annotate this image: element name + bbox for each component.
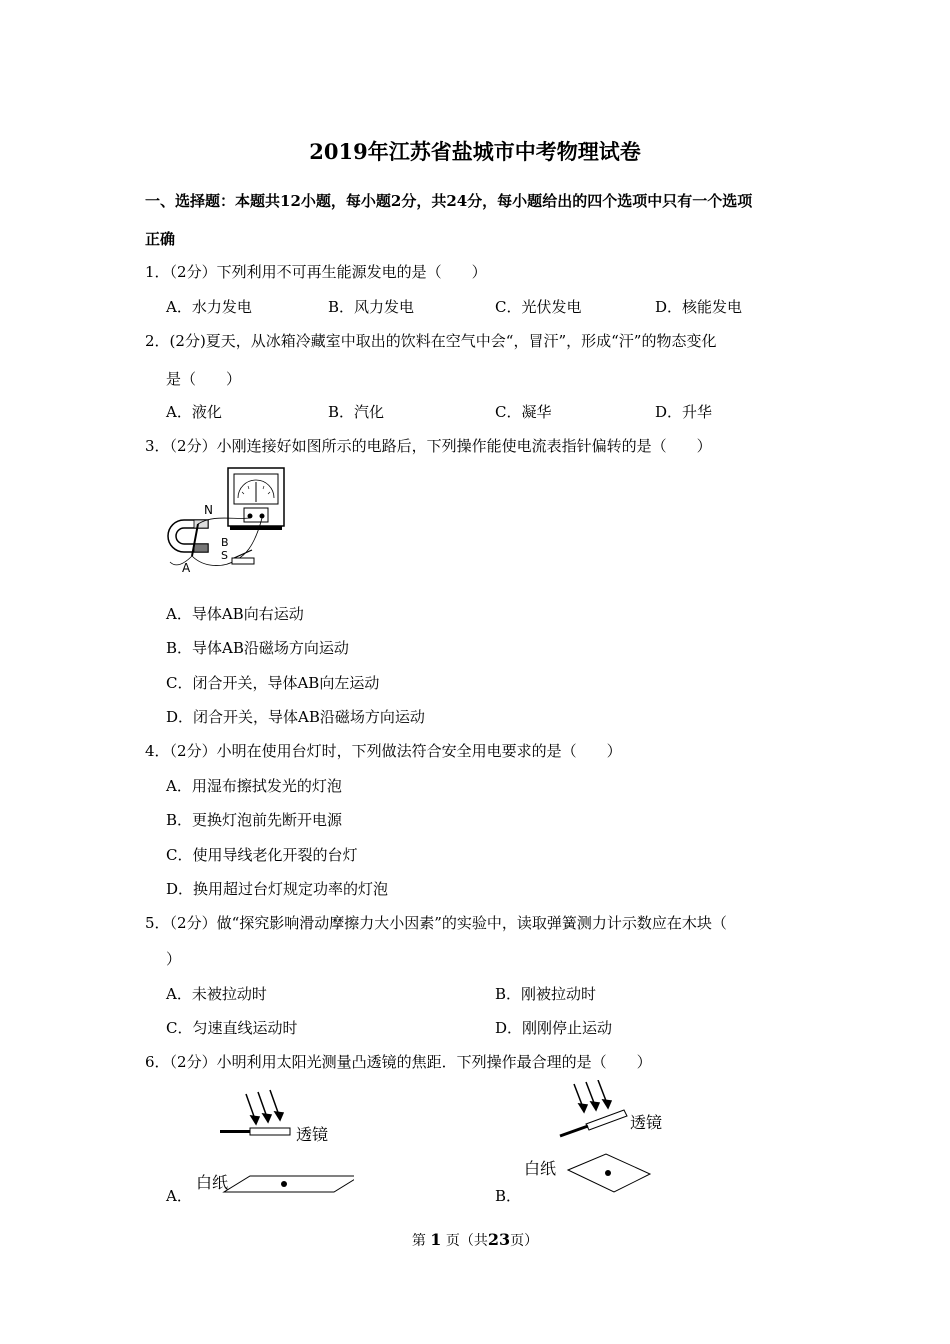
question-6-option-a[interactable]: A． — [166, 1187, 192, 1205]
figure-label-s: S — [221, 549, 228, 562]
question-5-option-d[interactable]: D．刚刚停止运动 — [495, 1019, 613, 1037]
lens-label-b: 透镜 — [630, 1113, 663, 1132]
question-1-option-a[interactable]: A．水力发电 — [166, 298, 252, 316]
question-5-option-a[interactable]: A．未被拉动时 — [166, 985, 267, 1003]
lens-label-a: 透镜 — [296, 1125, 329, 1144]
footer-total-pages: 23 — [487, 1230, 511, 1249]
question-3-circuit-figure — [164, 464, 292, 576]
page-footer — [0, 1230, 950, 1250]
question-1-option-b[interactable]: B．风力发电 — [328, 298, 415, 316]
page-title: 2019年江苏省盐城市中考物理试卷 — [309, 139, 641, 164]
question-4-option-a[interactable]: A．用湿布擦拭发光的灯泡 — [166, 777, 342, 795]
footer-middle: 页（共 — [445, 1233, 488, 1249]
paper-label-a: 白纸 — [196, 1173, 229, 1192]
question-1-stem: 1．（2分）下列利用不可再生能源发电的是（ ） — [145, 263, 487, 281]
figure-label-a: A — [182, 561, 191, 575]
question-4-option-b[interactable]: B．更换灯泡前先断开电源 — [166, 811, 343, 829]
question-2-option-d[interactable]: D．升华 — [655, 403, 713, 421]
question-5-option-b[interactable]: B．刚被拉动时 — [495, 985, 597, 1003]
figure-label-n: N — [204, 503, 213, 517]
question-3-option-d[interactable]: D．闭合开关，导体AB沿磁场方向运动 — [166, 708, 425, 726]
question-2-option-b[interactable]: B．汽化 — [328, 403, 385, 421]
section-heading-line1: 一、选择题：本题共12小题，每小题2分，共24分，每小题给出的四个选项中只有一个选项 — [145, 192, 753, 210]
question-3-stem: 3．（2分）小刚连接好如图所示的电路后，下列操作能使电流表指针偏转的是（ ） — [145, 437, 712, 455]
question-4-option-d[interactable]: D．换用超过台灯规定功率的灯泡 — [166, 880, 389, 898]
question-1-option-d[interactable]: D．核能发电 — [655, 298, 743, 316]
question-3-option-c[interactable]: C．闭合开关，导体AB向左运动 — [166, 674, 380, 692]
footer-prefix: 第 — [411, 1233, 426, 1249]
section-heading-line2: 正确 — [145, 230, 176, 248]
paper-label-b: 白纸 — [524, 1159, 557, 1178]
question-5-option-c[interactable]: C．匀速直线运动时 — [166, 1019, 298, 1037]
question-6-stem: 6．（2分）小明利用太阳光测量凸透镜的焦距．下列操作最合理的是（ ） — [145, 1053, 652, 1071]
footer-suffix: 页） — [510, 1233, 539, 1249]
question-2-option-a[interactable]: A．液化 — [166, 403, 222, 421]
question-2-stem-line2: 是（ ） — [166, 370, 242, 388]
question-6-option-b[interactable]: B． — [495, 1187, 522, 1205]
question-4-option-c[interactable]: C．使用导线老化开裂的台灯 — [166, 846, 358, 864]
question-1-option-c[interactable]: C．光伏发电 — [495, 298, 582, 316]
question-5-stem-line1: 5．（2分）做“探究影响滑动摩擦力大小因素”的实验中，读取弹簧测力计示数应在木块（ — [145, 914, 727, 932]
question-2-option-c[interactable]: C．凝华 — [495, 403, 552, 421]
question-3-option-a[interactable]: A．导体AB向右运动 — [166, 605, 304, 623]
question-5-stem-line2: ） — [166, 950, 182, 968]
figure-label-b: B — [221, 536, 229, 549]
question-4-stem: 4．（2分）小明在使用台灯时，下列做法符合安全用电要求的是（ ） — [145, 742, 622, 760]
question-3-option-b[interactable]: B．导体AB沿磁场方向运动 — [166, 639, 349, 657]
question-2-stem-line1: 2．(2分)夏天，从冰箱冷藏室中取出的饮料在空气中会“，冒汗”，形成“汗”的物态变化 — [145, 332, 717, 350]
footer-page-number: 1 — [430, 1230, 442, 1249]
question-6-figure-a — [194, 1088, 354, 1200]
question-6-figure-b — [522, 1080, 682, 1196]
